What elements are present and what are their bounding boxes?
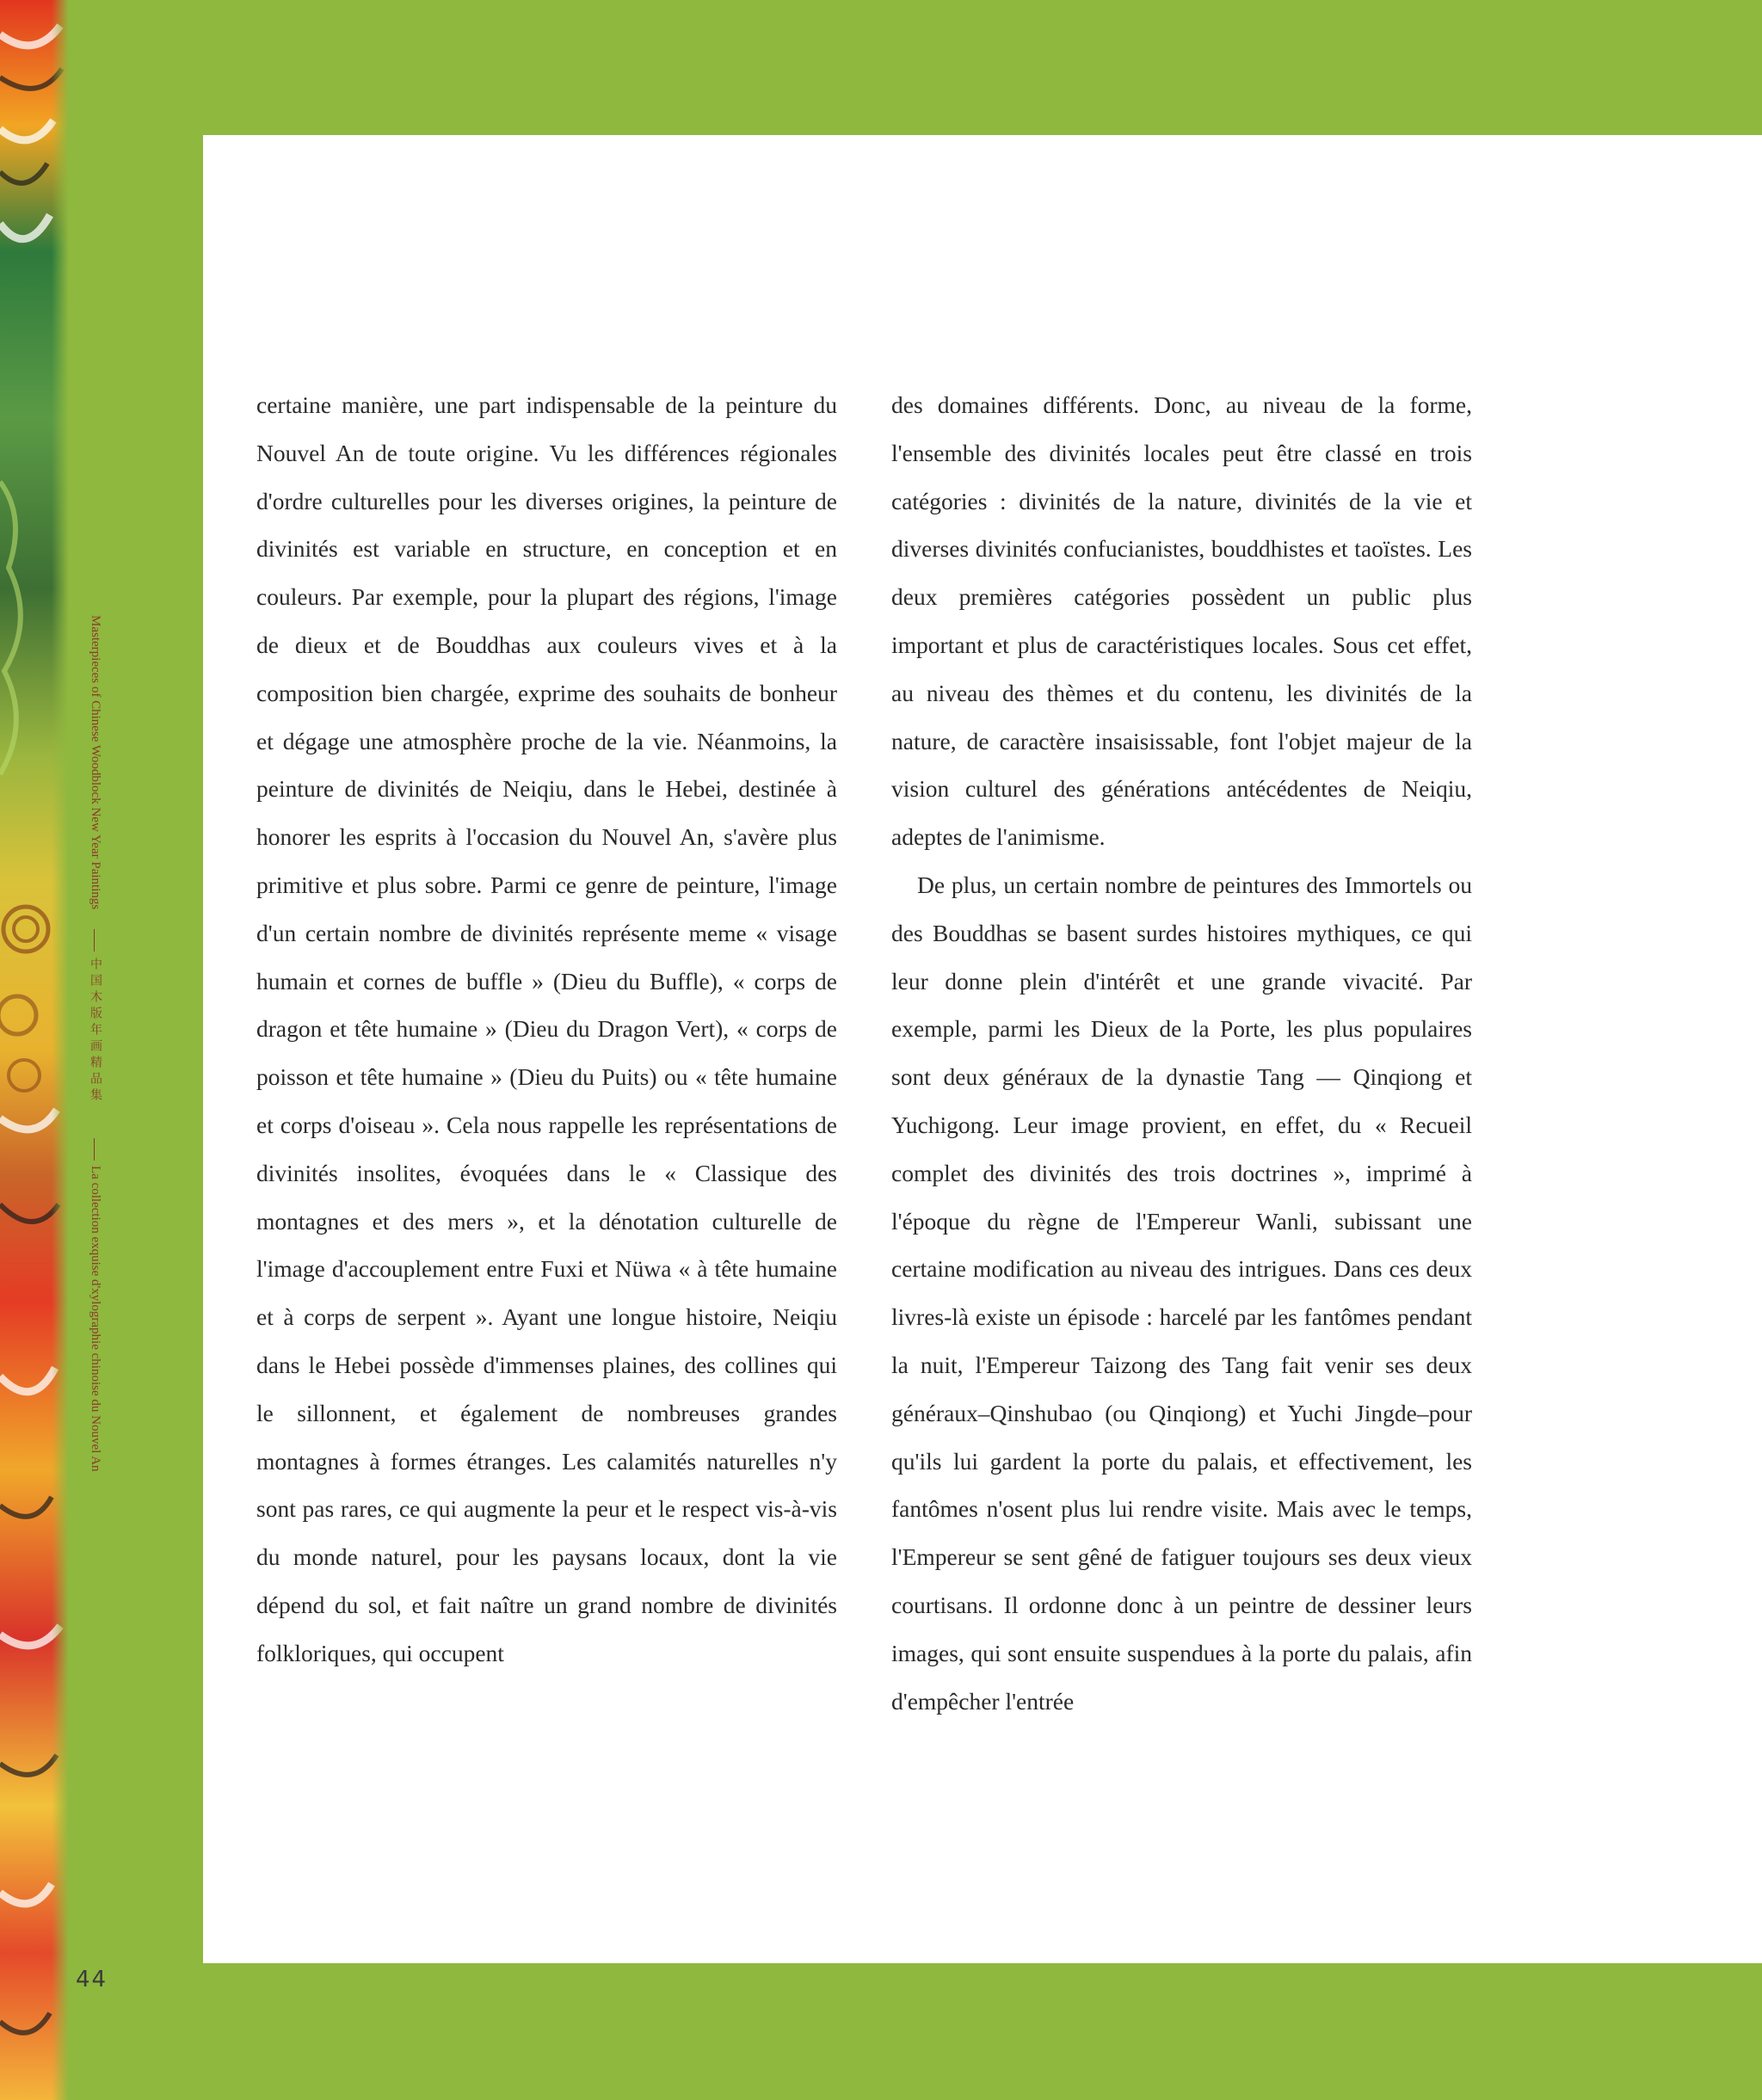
title-separator bbox=[94, 1138, 95, 1161]
text-column-right bbox=[891, 381, 1472, 1725]
paragraph: certaine manière, une part indispensable de la peinture du Nouvel An de toute origine. Vu les différences régionales d'ordre culturelles pour les diverses origines, la peinture de divinités est variable en structure, en conception et en couleurs. Par exemple, pour la plupart des régions, l'image de dieux et de Bouddhas aux couleurs vives et à la composition bien chargée, exprime des souhaits de bonheur et dégage une atmosphère proche de la vie. Néanmoins, la peinture de divinités de Neiqiu, dans le Hebei, destinée à honorer les esprits à l'occasion du Nouvel An, s'avère plus primitive et plus sobre. Parmi ce genre de peinture, l'image d'un certain nombre de divinités représente meme « visage humain et cornes de buffle » (Dieu du Buffle), « corps de dragon et tête humaine » (Dieu du Dragon Vert), « corps de poisson et tête humaine » (Dieu du Puits) ou « tête humaine et corps d'oiseau ». Cela nous rappelle les représentations de divinités insolites, évoquées dans le « Classique des montagnes et des mers », et la dénotation culturelle de l'image d'accouplement entre Fuxi et Nüwa « à tête humaine et à corps de serpent ». Ayant une longue histoire, Neiqiu dans le Hebei possède d'immenses plaines, des collines qui le sillonnent, et également de nombreuses grandes montagnes à formes étranges. Les calamités naturelles n'y sont pas rares, ce qui augmente la peur et le respect vis-à-vis du monde naturel, pour les paysans locaux, dont la vie dépend du sol, et fait naître un grand nombre de divinités folkloriques, qui occupent bbox=[256, 391, 837, 1666]
book-title-french: La collection exquise d'xylographie chinoise du Nouvel An bbox=[89, 1166, 102, 1472]
paragraph: des domaines différents. Donc, au niveau de la forme, l'ensemble des divinités locales peut être classé en trois catégories : divinités de la nature, divinités de la vie et diverses divinités confucianistes, bouddhistes et taoïstes. Les deux premières catégories possèdent un public plus important et plus de caractéristiques locales. Sous cet effet, au niveau des thèmes et du contenu, les divinités de la nature, de caractère insaisissable, font l'objet majeur de la vision culturel des générations antécédentes de Neiqiu, adeptes de l'animisme. bbox=[891, 391, 1472, 851]
text-column-left bbox=[256, 381, 837, 1678]
title-separator bbox=[94, 929, 95, 951]
page-number: 44 bbox=[76, 1967, 108, 1992]
painting-strip-icon bbox=[0, 0, 69, 2100]
book-title-english: Masterpieces of Chinese Woodblock New Year Paintings bbox=[89, 615, 102, 910]
woodblock-painting-strip bbox=[0, 0, 69, 2100]
paragraph: De plus, un certain nombre de peintures des Immortels ou des Bouddhas se basent surdes histoires mythiques, ce qui leur donne plein d'intérêt et une grande vivacité. Par exemple, parmi les Dieux de la Porte, les plus populaires sont deux généraux de la dynastie Tang — Qinqiong et Yuchigong. Leur image provient, en effet, du « Recueil complet des divinités des trois doctrines », imprimé à l'époque du règne de l'Empereur Wanli, subissant une certaine modification au niveau des intrigues. Dans ces deux livres-là existe un épisode : harcelé par les fantômes pendant la nuit, l'Empereur Taizong des Tang fait venir ses deux généraux–Qinshubao (ou Qinqiong) et Yuchi Jingde–pour qu'ils lui gardent la porte du palais, et effectivement, les fantômes n'osent plus lui rendre visite. Mais avec le temps, l'Empereur se sent gêné de fatiguer toujours ses deux vieux courtisans. Il ordonne donc à un peintre de dessiner leurs images, qui sont ensuite suspendues à la porte du palais, afin d'empêcher l'entrée bbox=[891, 871, 1472, 1715]
vertical-book-title bbox=[84, 615, 107, 1480]
book-title-chinese: 中国木版年画精品集 bbox=[89, 958, 102, 1105]
